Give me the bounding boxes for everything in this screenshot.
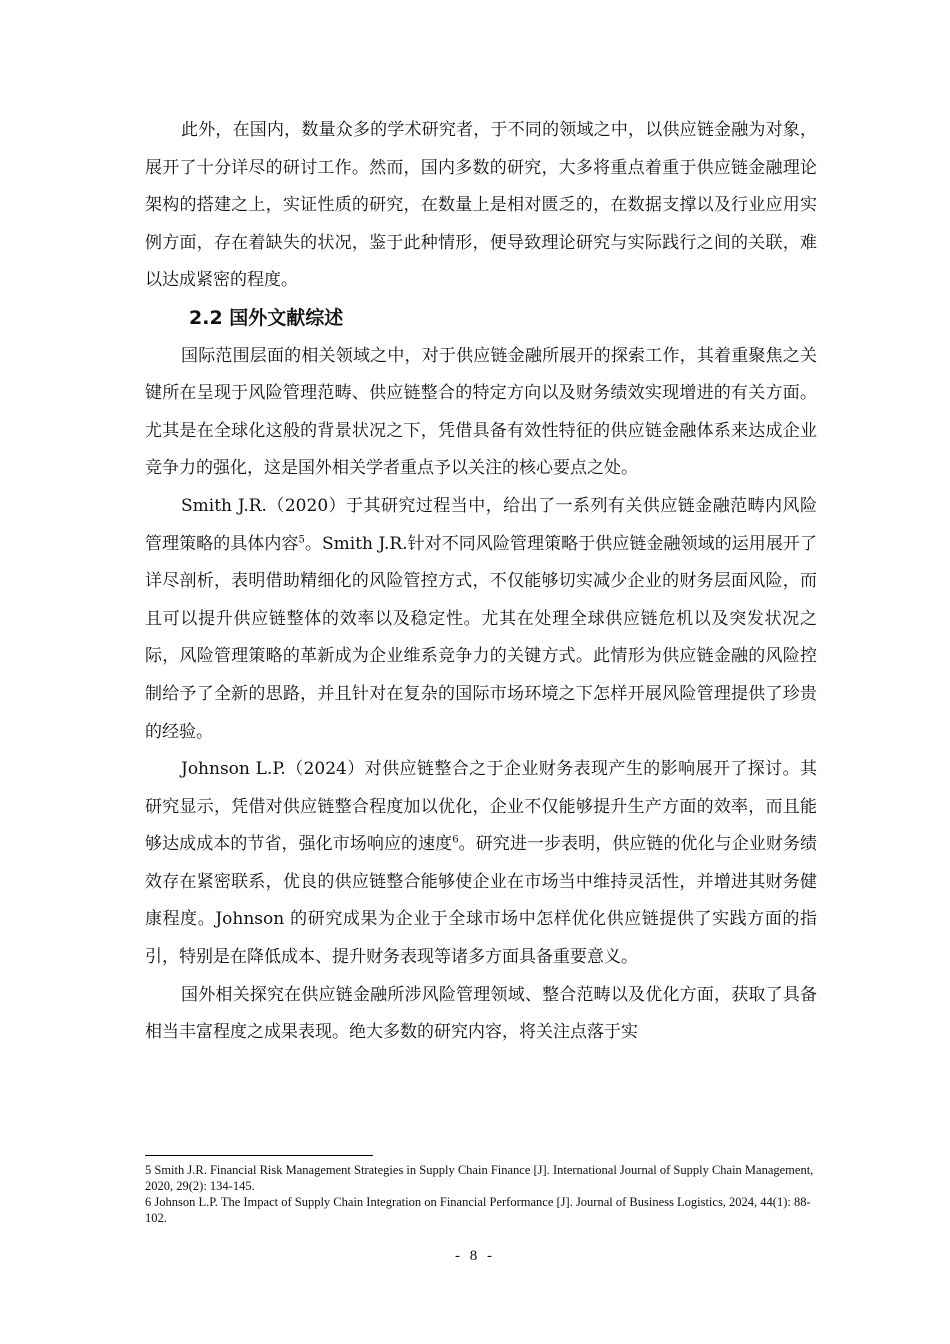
paragraph-johnson-part-a: Johnson L.P.（2024）对供应链整合之于企业财务表现产生的影响展开了探讨。其研究显示，凭借对供应链整合程度加以优化，企业不仅能够提升生产方面的效率，而且能够达成成本的节省，强化市场响应的速度 bbox=[145, 759, 817, 855]
paragraph-smith-part-b: 。Smith J.R.针对不同风险管理策略于供应链金融领域的运用展开了详尽剖析，表明借助精细化的风险管控方式，不仅能够切实减少企业的财务层面风险，而且可以提升供应链整体的效率以及稳定性。尤其在处理全球供应链危机以及突发状况之际，风险管理策略的革新成为企业维系竞争力的关键方式。此情形为供应链金融的风险控制给予了全新的思路，并且针对在复杂的国际市场环境之下怎样开展风险管理提供了珍贵的经验。 bbox=[145, 533, 817, 742]
paragraph-johnson bbox=[145, 751, 817, 977]
paragraph-smith bbox=[145, 488, 817, 751]
body-text bbox=[145, 112, 817, 1052]
footnote-6: 6 Johnson L.P. The Impact of Supply Chain Integration on Financial Performance [J]. Journal of Business Logistics, 2024, 44(1): 88-102. bbox=[145, 1195, 811, 1225]
footnote-separator bbox=[145, 1155, 373, 1156]
paragraph-foreign-overview: 国际范围层面的相关领域之中，对于供应链金融所展开的探索工作，其着重聚焦之关键所在呈现于风险管理范畴、供应链整合的特定方向以及财务绩效实现增进的有关方面。尤其是在全球化这般的背景状况之下，凭借具备有效性特征的供应链金融体系来达成企业竞争力的强化，这是国外相关学者重点予以关注的核心要点之处。 bbox=[145, 345, 817, 479]
footnote-ref-6[interactable]: 6 bbox=[452, 834, 459, 846]
paragraph-smith-part-a: Smith J.R.（2020）于其研究过程当中，给出了一系列有关供应链金融范畴内风险管理策略的具体内容 bbox=[145, 495, 817, 554]
paragraph-johnson-part-b: 。研究进一步表明，供应链的优化与企业财务绩效存在紧密联系，优良的供应链整合能够使企业在市场当中维持灵活性，并增进其财务健康程度。Johnson 的研究成果为企业于全球市场中怎样优化供应链提供了实践方面的指引，特别是在降低成本、提升财务表现等诸多方面具备重要意义。 bbox=[145, 834, 818, 968]
section-heading: 2.2 国外文献综述 bbox=[189, 306, 344, 329]
paragraph-foreign-conclusion: 国外相关探究在供应链金融所涉风险管理领域、整合范畴以及优化方面，获取了具备相当丰富程度之成果表现。绝大多数的研究内容，将关注点落于实 bbox=[145, 984, 817, 1043]
footnote-5: 5 Smith J.R. Financial Risk Management Strategies in Supply Chain Finance [J]. International Journal of Supply Chain Management, 2020, 29(2): 134-145. bbox=[145, 1163, 814, 1193]
footnotes bbox=[145, 1162, 817, 1226]
paragraph-domestic-summary: 此外，在国内，数量众多的学术研究者，于不同的领域之中，以供应链金融为对象，展开了十分详尽的研讨工作。然而，国内多数的研究，大多将重点着重于供应链金融理论架构的搭建之上，实证性质的研究，在数量上是相对匮乏的，在数据支撑以及行业应用实例方面，存在着缺失的状况，鉴于此种情形，便导致理论研究与实际践行之间的关联，难以达成紧密的程度。 bbox=[145, 120, 817, 291]
footnote-ref-5[interactable]: 5 bbox=[298, 533, 305, 545]
page-number: - 8 - bbox=[455, 1248, 495, 1264]
